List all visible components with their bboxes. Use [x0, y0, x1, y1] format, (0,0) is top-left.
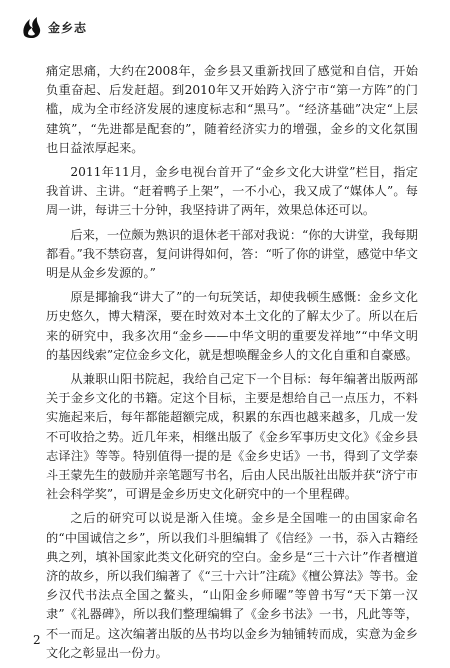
header-title: 金乡志 [48, 20, 88, 35]
running-header [20, 14, 87, 40]
page-number: 2 [33, 633, 41, 647]
paragraph: 2011年11月，金乡电视台首开了“金乡文化大讲堂”栏目，指定我首讲、主讲。“赶着鸭子上架”，一不小心，我又成了“媒体人”。每周一讲，每讲三十分钟，我坚持讲了两年，效果总体还可以。 [46, 165, 418, 218]
paragraph: 从兼职山阳书院起，我给自己定下一个目标：每年编著出版两部关于金乡文化的书籍。定这个目标，主要是想给自己一点压力，不料实施起来后，每年都能超额完成，积累的东西也越来越多，几成一发不可收拾之势。近几年来，相继出版了《金乡军事历史文化》《金乡县志译注》等等。特别值得一提的是《金乡史话》一书，得到了文学泰斗王蒙先生的鼓励并亲笔题写书名，后由人民出版社出版并获“济宁市社会科学奖”，可谓是金乡历史文化研究中的一个里程碑。 [46, 372, 418, 502]
body-text [46, 62, 418, 668]
paragraph: 痛定思痛，大约在2008年，金乡县又重新找回了感觉和自信，开始负重奋起、后发赶超。到2010年又开始跨入济宁市“第一方阵”的门槛，成为全市经济发展的速度标志和“黑马”。“经济基础”决定“上层建筑”，“先进都是配套的”，随着经济实力的增强，金乡的文化氛围也日益浓厚起来。 [46, 64, 418, 155]
paragraph: 之后的研究可以说是渐入佳境。金乡是全国唯一的由国家命名的“中国诚信之乡”，所以我们斗胆编辑了《信经》一书，忝入古籍经典之列，填补国家此类文化研究的空白。金乡是“三十六计”作者檀道济的故乡，所以我们编著了《“三十六计”注疏》《檀公算法》等书。金乡汉代书法点全国之鳌头，“山阳金乡师曜”等曾书写“天下第一汉隶”《礼器碑》，所以我们整理编辑了《金乡书法》一书，凡此等等，不一而足。这次编著出版的丛书均以金乡为轴铺转而成，实意为金乡文化之彰显出一份力。 [46, 511, 418, 660]
paragraph: 原是揶揄我“讲大了”的一句玩笑话，却使我顿生感慨：金乡文化历史悠久，博大精深，要在时效对本土文化的了解太少了。所以在后来的研究中，我多次用“金乡——中华文明的重要发祥地”“中华文明的基因线索”定位金乡文化，就是想唤醒金乡人的文化自重和自豪感。 [46, 290, 418, 362]
paragraph: 后来，一位颇为熟识的退休老干部对我说：“你的大讲堂，我每期都看。”我不禁窃喜，复问讲得如何，答：“听了你的讲堂，感觉中华文明是从金乡发源的。” [46, 227, 418, 281]
flame-logo-icon [20, 15, 42, 39]
